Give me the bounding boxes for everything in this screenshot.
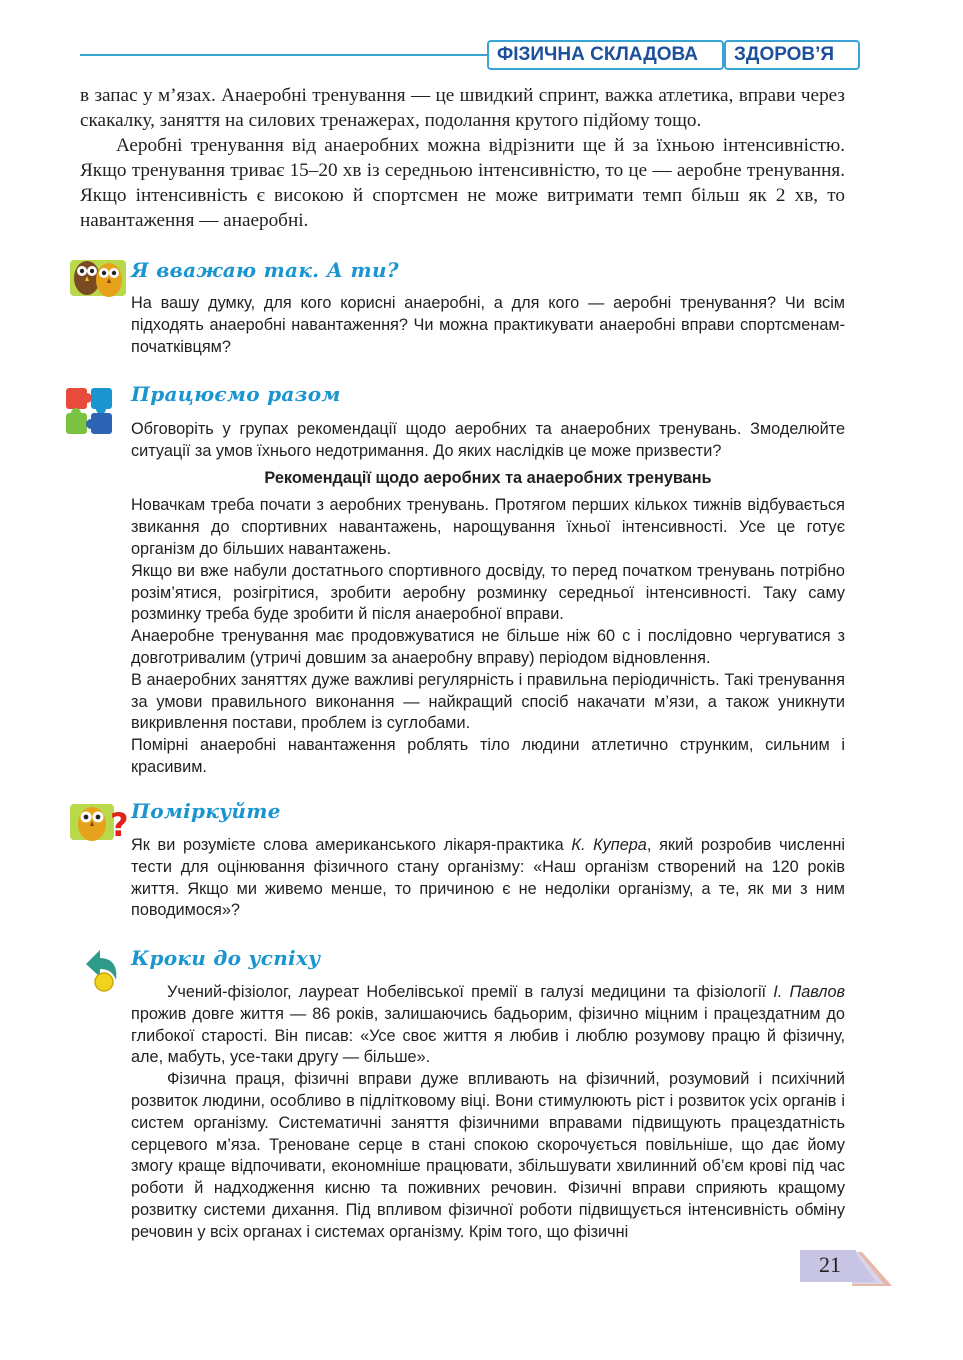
recommendation-item: В анаеробних заняттях дуже важливі регулярність і правильна періодичність. Такі тренування за умови правильного виконання — найкращий спосіб накачати м’язи, а також уникнути викривлення постави, проблем із суглобами. xyxy=(131,670,845,733)
recommendation-item: Анаеробне тренування має продовжуватися не більше ніж 60 с і послідовно чергуватися з довготривалим (утричі довшим за анаеробну вправу) періодом відновлення. xyxy=(131,627,845,667)
section-title-steps: Кроки до успіху xyxy=(131,946,321,970)
recommendation-item: Помірні анаеробні навантаження роблять тіло людини атлетично струнким, сильним і красивим. xyxy=(131,736,845,776)
author-name: К. Купера xyxy=(571,836,647,854)
think-question: На вашу думку, для кого корисні анаеробні, а для кого — аеробні тренування? Чи всім підходять анаеробні навантаження? Чи можна практикувати анаеробні вправи спортсменам-початківцям? xyxy=(131,294,845,356)
page-number: 21 xyxy=(819,1252,841,1277)
section-text-steps xyxy=(131,982,845,1244)
owl-question-icon xyxy=(70,800,129,849)
svg-text:?: ? xyxy=(110,806,129,844)
section-title-ponder: Поміркуйте xyxy=(131,799,281,823)
section-title-think: Я вважаю так. А ти? xyxy=(131,258,399,282)
steps-paragraph: Учений-фізіолог, лауреат Нобелівської премії в галузі медицини та фізіології І. Павлов прожив довге життя — 86 років, залишаючись бадьорим, фізично міцним і працездатним до глибокої старості. Він писав: «Усе своє життя я любив і люблю розумову працю й фізичну, але, мабуть, усе-таки другу — більше». xyxy=(131,983,845,1067)
section-title-together: Працюємо разом xyxy=(131,382,341,406)
scientist-name: І. Павлов xyxy=(773,983,845,1001)
recommendations-title: Рекомендації щодо аеробних та анаеробних тренувань xyxy=(264,468,712,487)
header-rule xyxy=(80,54,492,56)
header-chapter-tab: ФІЗИЧНА СКЛАДОВА xyxy=(487,40,724,70)
owls-icon xyxy=(70,252,126,307)
puzzle-icon xyxy=(64,386,114,441)
intro-paragraph: Аеробні тренування від анаеробних можна відрізнити ще й за їхньою інтенсивністю. Якщо тренування триває 15–20 хв із середньою інтенсивністю, то це — аеробне тренування. Якщо інтенсивність є високою й спортсмен не може витримати темп більш як 2 хв, то навантаження — анаеробні. xyxy=(80,135,845,231)
return-arrow-icon xyxy=(80,946,124,999)
intro-text xyxy=(80,83,845,233)
section-text-together xyxy=(131,419,845,779)
together-task: Обговоріть у групах рекомендації щодо аеробних та анаеробних тренувань. Змоделюйте ситуації за умов їхнього недотримання. До яких наслідків це може призвести? xyxy=(131,420,845,460)
intro-paragraph: в запас у м’язах. Анаеробні тренування — це швидкий спринт, важка атлетика, вправи через скакалку, заняття на силових тренажерах, подолання крутого підйому тощо. xyxy=(80,85,845,131)
recommendation-item: Новачкам треба почати з аеробних тренувань. Протягом перших кількох тижнів відбувається звикання до спортивних навантажень, нарощування їхньої інтенсивності. Усе це готує організм до більших навантажень. xyxy=(131,496,845,558)
section-text-ponder xyxy=(131,835,845,922)
recommendation-item: Якщо ви вже набули достатнього спортивного досвіду, то перед початком тренувань потрібно розім’ятися, розігрітися, зробити аеробну розминку середньої інтенсивності. Таку саму розминку треба буде зробити й після анаеробної вправи. xyxy=(131,561,845,624)
section-text-think xyxy=(131,293,845,358)
header-chapter-tab-2: ЗДОРОВ’Я xyxy=(724,40,860,70)
ponder-question: Як ви розумієте слова американського лікаря-практика К. Купера, який розробив численні тести для оцінювання фізичного стану організму: «Наш організм створений на 120 років життя. Якщо ми живемо менше, то причиною є не недоліки організму, а те, як ми з ним поводимося»? xyxy=(131,836,845,920)
steps-paragraph: Фізична праця, фізичні вправи дуже впливають на фізичний, розумовий і психічний розвиток людини, особливо в підлітковому віці. Вони стимулюють ріст і розвиток усіх органів і систем організму. Систематичні заняття фізичними вправами підвищують працездатність серцевого м’яза. Треноване серце в стані спокою скорочується повільніше, що дає йому змогу краще відпочивати, економніше працювати, збільшувати хвилинний об’єм крові під час роботи й надходження кисню та поживних речовин. Фізичні вправи сприяють кращому розвитку системи дихання. Під впливом фізичної роботи підвищується інтенсивність обміну речовин у всіх органах і системах організму. Крім того, що фізичні xyxy=(131,1070,845,1241)
